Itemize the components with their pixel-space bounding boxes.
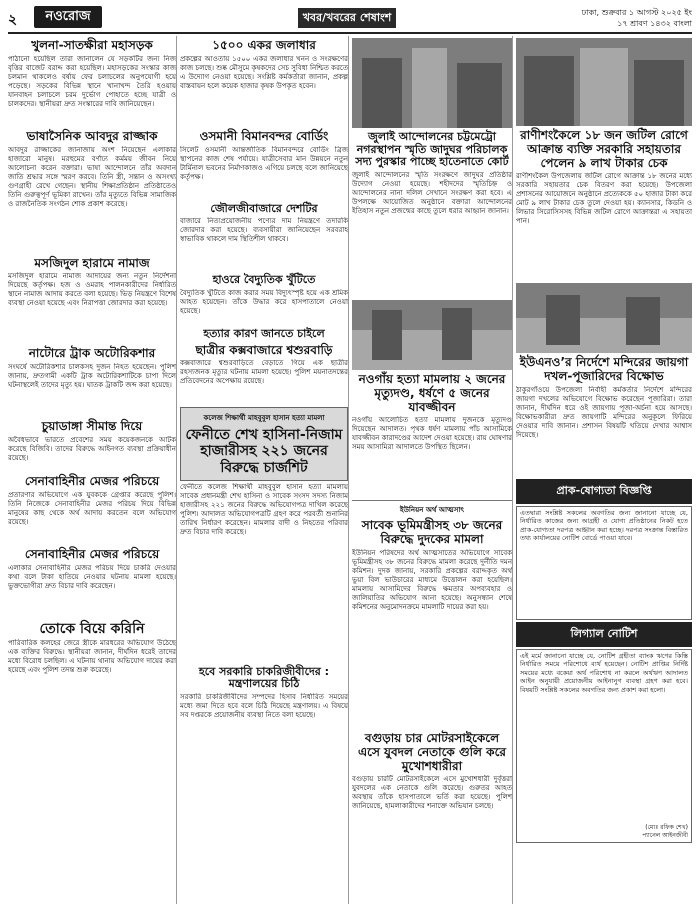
dateline-bangla: ১৭ শ্রাবণ ১৪৩২ বাংলা bbox=[617, 19, 692, 28]
legal-notice bbox=[516, 649, 692, 843]
article-text: নওগাঁয় আলোচিত হত্যা মামলায় দুজনকে মৃত্যুদণ্ড দিয়েছেন আদালত। পৃথক ধর্ষণ মামলায় পাঁচ আসামিকে যাবজ্জীবন কারাদণ্ডের আদেশ দেওয়া হয়েছে। রায় ঘোষণার সময় আসামিরা আদালতে উপস্থিত ছিলেন। bbox=[352, 416, 512, 452]
headline[interactable]: ওসমানী বিমানবন্দর বোর্ডিং bbox=[199, 128, 329, 143]
kicker: কলেজ শিক্ষার্থী মাহবুবুল হাসান হত্যা মামলা bbox=[203, 414, 325, 423]
headline[interactable]: জুলাই আন্দোলনের চট্টমেট্রো নগরস্থাপন স্মৃতি জাদুঘর পরিচালক সদ্য পুরস্কার পাচ্ছে হাতেনাতে কোর্ট bbox=[355, 130, 509, 169]
headline[interactable]: ১৫০০ একর জলাধার bbox=[212, 38, 316, 52]
tender-notice-title: প্রাক-ষোগ্যতা বিজ্ঞপ্তি bbox=[516, 479, 692, 504]
protest-photo bbox=[352, 38, 512, 128]
headline[interactable]: হত্যার কারণ জানতে চাইলে bbox=[203, 326, 325, 340]
article-text: সংঘর্ষে অটোরিকশার চালকসহ দুজন নিহত হয়েছেন। পুলিশ জানায়, দ্রুতগামী একটি ট্রাক অটোরিকশাটিকে চাপা দিলে ঘটনাস্থলেই তাদের মৃত্যু হয়। ঘাতক ট্রাকটি জব্দ করা হয়েছে। bbox=[8, 363, 176, 390]
article-text: প্রকল্পের আওতায় ১৫০০ একর জলাধার খনন ও সংরক্ষণের কাজ চলছে। শুষ্ক মৌসুমে কৃষকদের সেচ সুবিধা নিশ্চিত করতে এ উদ্যোগ নেওয়া হয়েছে। সংশ্লিষ্ট কর্মকর্তারা জানান, প্রকল্প বাস্তবায়ন হলে কয়েক হাজার কৃষক উপকৃত হবেন। bbox=[180, 54, 348, 90]
column-4 bbox=[516, 36, 692, 904]
headline[interactable]: ছাত্রীর কক্সবাজারে শ্বশুরবাড়ি bbox=[195, 342, 333, 357]
legal-notice-signature: (মোঃ রফিক শেখ) প্যানেল আইনজীবী bbox=[642, 823, 688, 839]
tender-notice bbox=[516, 506, 692, 620]
article-text: রাণীশংকৈল উপজেলায় জটিল রোগে আক্রান্ত ১৮ জনের মধ্যে সরকারি সহায়তার চেক বিতরণ করা হয়েছে। উপজেলা প্রশাসনের আয়োজনে অনুষ্ঠানে প্রত্যেককে ৫০ হাজার টাকা করে মোট ৯ লাখ টাকার চেক তুলে দেওয়া হয়। ক্যানসার, কিডনি ও লিভার সিরোসিসসহ বিভিন্ন জটিল রোগে আক্রান্তরা এ সহায়তা পান। bbox=[516, 172, 692, 226]
headline[interactable]: জৌলজীবাজারে দেশটির bbox=[210, 201, 318, 215]
crowd-photo bbox=[352, 300, 512, 370]
column-2 bbox=[180, 36, 349, 904]
tender-notice-text: এতদ্বারা সংশ্লিষ্ট সকলের অবগতির জন্য জানানো যাচ্ছে যে, নির্ধারিত কাজের জন্য আগ্রহী ও যোগ্য প্রতিষ্ঠানের নিকট হতে প্রাক-যোগ্যতা দরপত্র আহ্বান করা হচ্ছে। দরপত্র সংক্রান্ত বিস্তারিত তথ্য কার্যালয়ের নোটিশ বোর্ডে পাওয়া যাবে। bbox=[520, 508, 688, 543]
article-text: পাঠানো হয়েছিল তারা জানালেন যে সড়কটির জন্য নিজ বৃত্তির বাজেট বরাদ্দ করা হয়েছিল। মহাসড়কের সংস্কার কাজ চলমান থাকলেও বর্ষায় ফের চলাচলের অনুপযোগী হয়ে পড়েছে। সড়কের বিভিন্ন স্থানে খানাখন্দ তৈরি হওয়ায় যানবাহন চলাচলে চরম দুর্ভোগ পোহাতে হচ্ছে যাত্রী ও চালকদের। স্থানীয়রা দ্রুত সংস্কারের দাবি জানিয়েছেন। bbox=[8, 54, 176, 108]
article-text: মসজিদুল হারামে নামাজ আদায়ের জন্য নতুন নির্দেশনা দিয়েছে কর্তৃপক্ষ। হজ ও ওমরাহ পালনকারীদের নির্ধারিত স্থানে নামাজ আদায় করতে বলা হয়েছে। ভিড় নিয়ন্ত্রণে বিশেষ ব্যবস্থা নেওয়া হয়েছে এবং নিরাপত্তা জোরদার করা হয়েছে। bbox=[8, 272, 176, 308]
headline[interactable]: সেনাবাহিনীর মেজর পরিচয়ে bbox=[24, 546, 160, 561]
article-text: এলাকার সেনাবাহিনীর মেজর পরিচয় দিয়ে চাকরি দেওয়ার কথা বলে টাকা হাতিয়ে নেওয়ার ঘটনায় মামলা হয়েছে। ভুক্তভোগীরা দ্রুত বিচার দাবি করেছেন। bbox=[8, 563, 176, 590]
cheque-photo bbox=[516, 38, 692, 126]
headline[interactable]: তোকে বিয়ে করিনি bbox=[39, 620, 145, 637]
headline[interactable]: ভাষাসৈনিক আবদুর রাজ্জাক bbox=[26, 128, 158, 143]
article-text: ঠাকুরগাঁওয়ে উপজেলা নির্বাহী কর্মকর্তার নির্দেশে মন্দিরের জায়গা দখলের অভিযোগে বিক্ষোভ করেছেন পূজারিরা। তারা জানান, দীর্ঘদিন ধরে ওই জায়গায় পূজা-অর্চনা হয়ে আসছে। বিক্ষোভকারীরা দ্রুত জায়গাটি মন্দিরের অনুকূলে ফিরিয়ে দেওয়ার দাবি জানান। প্রশাসন বিষয়টি খতিয়ে দেখার আশ্বাস দিয়েছে। bbox=[516, 385, 692, 439]
headline[interactable]: সাবেক ভূমিমন্ত্রীসহ ৩৮ জনের বিরুদ্ধে দুদকের মামলা bbox=[361, 518, 503, 547]
headline[interactable]: রাণীশংকৈলে ১৮ জন জটিল রোগে আক্রান্ত ব্যক্তি সরকারি সহায়তার পেলেন ৯ লাখ টাকার চেক bbox=[520, 128, 688, 170]
column-1 bbox=[8, 36, 177, 904]
headline[interactable]: হাওরে বৈদ্যুতিক খুঁটিতে bbox=[212, 273, 316, 287]
article-text: বৈদ্যুতিক খুঁটিতে কাজ করার সময় বিদ্যুৎস্পৃষ্ট হয়ে এক শ্রমিক আহত হয়েছেন। তাঁকে উদ্ধার করে হাসপাতালে নেওয়া হয়েছে। bbox=[180, 288, 348, 315]
legal-notice-title: লিগ্যাল নোটিশ bbox=[516, 622, 692, 647]
article-text: ফেনীতে কলেজ শিক্ষার্থী মাহবুবুল হাসান হত্যা মামলায় সাবেক প্রধানমন্ত্রী শেখ হাসিনা ও সাবেক সংসদ সদস্য নিজাম হাজারীসহ ২২১ জনের বিরুদ্ধে অভিযোগপত্র দাখিল করেছে পুলিশ। আদালত অভিযোগপত্রটি গ্রহণ করে পরবর্তী শুনানির তারিখ নির্ধারণ করেছেন। মামলার বাদী ও নিহতের পরিবার দ্রুত বিচার দাবি করেছে। bbox=[180, 482, 348, 536]
legal-notice-text: এই মর্মে জানানো যাচ্ছে যে, নোটিশ গ্রহীতা ব্যাংক ঋণের কিস্তি নির্ধারিত সময়ে পরিশোধে ব্যর্থ হয়েছেন। নোটিশ প্রাপ্তির নির্দিষ্ট সময়ের মধ্যে বকেয়া অর্থ পরিশোধ না করলে অর্থঋণ আদালত আইন অনুযায়ী প্রয়োজনীয় আইনানুগ ব্যবস্থা গ্রহণ করা হবে। বিষয়টি সংশ্লিষ্ট সকলের অবগতির জন্য প্রকাশ করা হলো। bbox=[520, 651, 688, 694]
article-text: সরকারি চাকরিজীবীদের সম্পদের হিসাব নির্ধারিত সময়ের মধ্যে জমা দিতে হবে বলে চিঠি দিয়েছে মন্ত্রণালয়। এ বিষয়ে সব দপ্তরকে প্রয়োজনীয় ব্যবস্থা নিতে বলা হয়েছে। bbox=[180, 692, 348, 719]
headline[interactable]: নাটোরে ট্রাক অটোরিকশার bbox=[28, 346, 156, 361]
section-title: খবর/খবরের শেষাংশ bbox=[298, 8, 396, 28]
column-3 bbox=[352, 36, 513, 904]
article-text: আবদুর রাজ্জাকের জানাজায় অংশ নিয়েছেন এলাকার হাজারো মানুষ। মরহুমের বর্ণাঢ্য কর্মময় জীবন নিয়ে আলোচনা করেন বক্তারা। ভাষা আন্দোলনে তাঁর অবদান জাতি শ্রদ্ধার সঙ্গে স্মরণ করবে। তিনি স্ত্রী, সন্তান ও অসংখ্য গুণগ্রাহী রেখে গেছেন। স্থানীয় শিক্ষাপ্রতিষ্ঠান প্রতিষ্ঠাতেও তিনি গুরুত্বপূর্ণ ভূমিকা রাখেন। তাঁর মৃত্যুতে বিভিন্ন সামাজিক ও রাজনৈতিক সংগঠন শোক প্রকাশ করেছে। bbox=[8, 145, 176, 208]
article-text: পারিবারিক কলহের জেরে স্ত্রীকে মারধরের অভিযোগ উঠেছে এক ব্যক্তির বিরুদ্ধে। স্থানীয়রা জানান, দীর্ঘদিন ধরেই তাদের মধ্যে বিরোধ চলছিল। এ ঘটনায় থানায় অভিযোগ দায়ের করা হয়েছে এবং পুলিশ তদন্ত শুরু করেছে। bbox=[8, 638, 176, 674]
headline[interactable]: হবে সরকারি চাকরিজীবীদের : মন্ত্রণালয়ের চিঠি bbox=[198, 664, 330, 691]
article-text: সিলেট ওসমানী আন্তর্জাতিক বিমানবন্দরে বোর্ডিং ব্রিজ স্থাপনের কাজ শেষ পর্যায়ে। যাত্রীসেবার মান উন্নয়নে নতুন টার্মিনাল ভবনের নির্মাণকাজও এগিয়ে চলছে বলে জানিয়েছে কর্তৃপক্ষ। bbox=[180, 145, 348, 181]
headline[interactable]: চুয়াডাঙ্গা সীমান্ত দিয়ে bbox=[41, 419, 143, 434]
temple-protest-photo bbox=[516, 283, 692, 353]
article-text: কক্সবাজারে শ্বশুরবাড়িতে বেড়াতে গিয়ে এক ছাত্রীর রহস্যজনক মৃত্যুর ঘটনায় মামলা হয়েছে। পুলিশ ময়নাতদন্তের প্রতিবেদনের অপেক্ষায় রয়েছে। bbox=[180, 359, 348, 386]
kicker: ইউনিয়ন অর্থ আত্মসাৎ bbox=[399, 506, 465, 515]
article-text: জুলাই আন্দোলনের স্মৃতি সংরক্ষণে জাদুঘর প্রতিষ্ঠার উদ্যোগ নেওয়া হয়েছে। শহীদদের স্মৃতিচিহ্ন ও আন্দোলনের নানা দলিল সেখানে সংরক্ষণ করা হবে। এ উপলক্ষে আয়োজিত অনুষ্ঠানে বক্তারা আন্দোলনের ইতিহাস নতুন প্রজন্মের কাছে তুলে ধরার আহ্বান জানান। bbox=[352, 170, 512, 215]
article-text: প্রতারণার অভিযোগে এক যুবককে গ্রেপ্তার করেছে পুলিশ। তিনি নিজেকে সেনাবাহিনীর মেজর পরিচয় দিয়ে বিভিন্ন মানুষের কাছ থেকে অর্থ আদায় করতেন বলে অভিযোগ রয়েছে। bbox=[8, 490, 176, 526]
article-text: বাজারে নিত্যপ্রয়োজনীয় পণ্যের দাম নিয়ন্ত্রণে তদারকি জোরদার করা হয়েছে। ব্যবসায়ীরা জানিয়েছেন সরবরাহ স্বাভাবিক থাকলে দাম স্থিতিশীল থাকবে। bbox=[180, 217, 348, 244]
page-number: ২ bbox=[8, 12, 18, 28]
dateline-gregorian: ঢাকা, শুক্রবার ১ আগস্ট ২০২৫ ইং bbox=[581, 8, 692, 17]
paper-logo: নওরোজ bbox=[34, 6, 102, 28]
headline[interactable]: ফেনীতে শেখ হাসিনা-নিজাম হাজারীসহ ২২১ জনের বিরুদ্ধে চার্জশিট bbox=[185, 427, 343, 476]
article-text: ইউনিয়ন পরিষদের অর্থ আত্মসাতের অভিযোগে সাবেক ভূমিমন্ত্রীসহ ৩৮ জনের বিরুদ্ধে মামলা করেছে দুর্নীতি দমন কমিশন। দুদক জানায়, সরকারি প্রকল্পের বরাদ্দকৃত অর্থ ভুয়া বিল ভাউচারের মাধ্যমে উত্তোলন করা হয়েছিল। মামলায় আসামিদের বিরুদ্ধে ক্ষমতার অপব্যবহার ও জালিয়াতির অভিযোগ আনা হয়েছে। অনুসন্ধান শেষে কমিশনের অনুমোদনক্রমে মামলাটি দায়ের করা হয়। bbox=[352, 548, 512, 611]
dateline bbox=[582, 7, 692, 29]
headline[interactable]: সেনাবাহিনীর মেজর পরিচয়ে bbox=[24, 473, 160, 488]
headline[interactable]: বগুড়ায় চার মোটরসাইকেলে এসে যুবদল নেতাকে গুলি করে মুখোশধারীরা bbox=[358, 730, 506, 773]
masthead bbox=[8, 6, 692, 34]
article-text: অবৈধভাবে ভারতে প্রবেশের সময় কয়েকজনকে আটক করেছে বিজিবি। তাদের বিরুদ্ধে আইনগত ব্যবস্থা প্রক্রিয়াধীন রয়েছে। bbox=[8, 435, 176, 462]
headline[interactable]: খুলনা-সাতক্ষীরা মহাসড়ক bbox=[31, 38, 153, 52]
headline[interactable]: মসজিদুল হারামে নামাজ bbox=[34, 255, 150, 270]
headline[interactable]: ইউএনও’র নির্দেশে মন্দিরের জায়গা দখল-পূজারিদের বিক্ষোভ bbox=[519, 355, 689, 384]
article-text: বগুড়ায় চারটি মোটরসাইকেলে এসে মুখোশধারী দুর্বৃত্তরা যুবদলের এক নেতাকে গুলি করেছে। গুরুতর আহত অবস্থায় তাঁকে হাসপাতালে ভর্তি করা হয়েছে। পুলিশ জানিয়েছে, হামলাকারীদের শনাক্তে অভিযান চলছে। bbox=[352, 775, 512, 811]
headline[interactable]: নওগাঁয় হত্যা মামলায় ২ জনের মৃত্যুদণ্ড, ধর্ষণে ৫ জনের যাবজ্জীবন bbox=[358, 371, 506, 414]
feature-box bbox=[180, 407, 348, 480]
